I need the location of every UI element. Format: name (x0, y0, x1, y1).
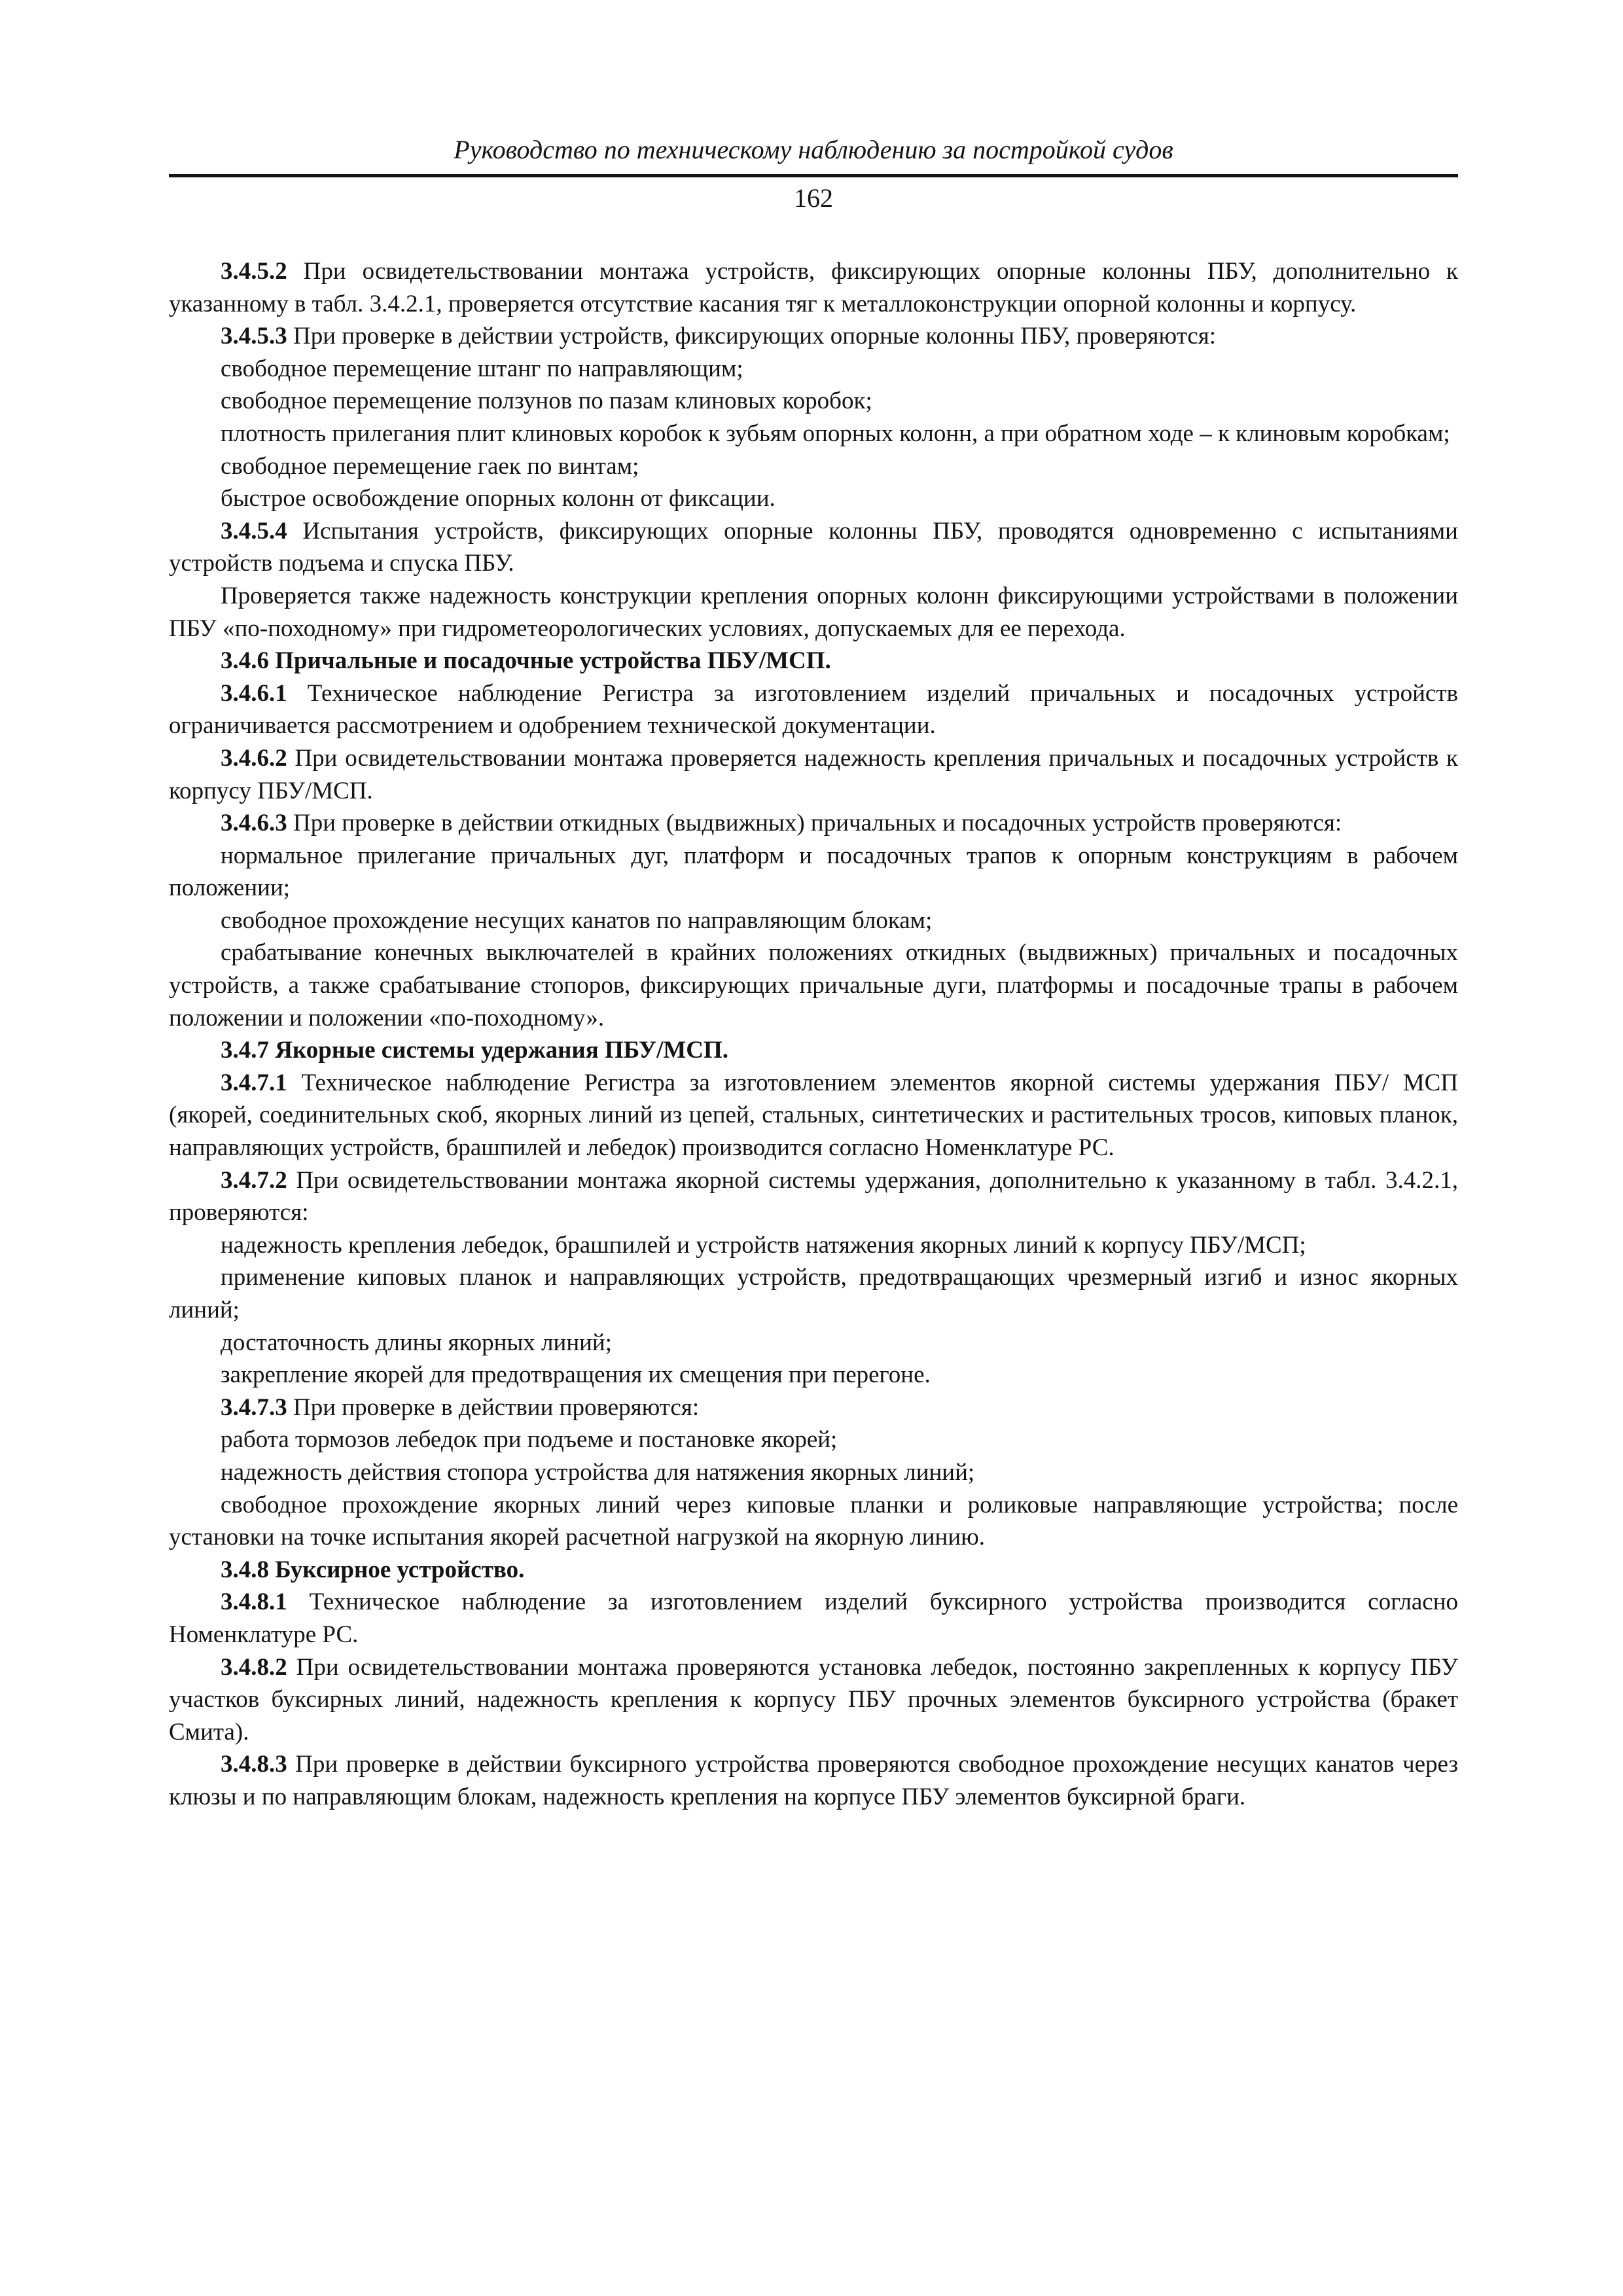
paragraph-text: При освидетельствовании монтажа проверяется надежность крепления причальных и посадочных устройств к корпусу ПБУ/МСП. (169, 744, 1458, 804)
paragraph-text: При освидетельствовании монтажа устройств, фиксирующих опорные колонны ПБУ, дополнительно к указанному в табл. 3.4.2.1, проверяется отсутствие касания тяг к металлоконструкции опорной колонны и корпусу. (169, 258, 1458, 317)
paragraph-text: свободное перемещение гаек по винтам; (221, 452, 639, 480)
clause-number: 3.4.6.1 (221, 679, 287, 707)
clause-number: 3.4.8.2 (221, 1653, 287, 1681)
paragraph-text: достаточность длины якорных линий; (221, 1329, 612, 1356)
paragraph (169, 1586, 1458, 1651)
paragraph-text: Испытания устройств, фиксирующих опорные колонны ПБУ, проводятся одновременно с испытаниями устройств подъема и спуска ПБУ. (169, 517, 1458, 577)
heading-text: 3.4.7 Якорные системы удержания ПБУ/МСП. (221, 1037, 729, 1064)
paragraph (169, 1748, 1458, 1813)
paragraph-text: быстрое освобождение опорных колонн от фиксации. (221, 485, 776, 512)
heading-text: 3.4.8 Буксирное устройство. (221, 1556, 525, 1583)
clause-number: 3.4.6.2 (221, 744, 287, 772)
paragraph (169, 1261, 1458, 1326)
paragraph (169, 320, 1458, 353)
paragraph-text: Техническое наблюдение Регистра за изготовлением изделий причальных и посадочных устройств ограничивается рассмотрением и одобрением технической документации. (169, 679, 1458, 740)
paragraph (169, 450, 1458, 483)
paragraph (169, 1164, 1458, 1229)
body-text (169, 255, 1458, 1814)
clause-number: 3.4.7.1 (221, 1069, 287, 1096)
running-header: Руководство по техническому наблюдению за постройкой судов (454, 135, 1173, 164)
paragraph (169, 1391, 1458, 1424)
paragraph (169, 677, 1458, 742)
header-rule (169, 174, 1458, 177)
paragraph-text: закрепление якорей для предотвращения их смещения при перегоне. (221, 1361, 931, 1389)
paragraph-text: При проверке в действии проверяются: (287, 1393, 700, 1421)
paragraph (169, 937, 1458, 1034)
paragraph (169, 840, 1458, 905)
paragraph-text: свободное перемещение штанг по направляющим; (221, 355, 743, 382)
paragraph-text: При освидетельствовании монтажа проверяются установка лебедок, постоянно закрепленных к корпусу ПБУ участков буксирных линий, надежность крепления к корпусу ПБУ прочных элементов буксирного устройства (бракет Смита). (169, 1653, 1458, 1746)
paragraph-text: Техническое наблюдение за изготовлением изделий буксирного устройства производится согласно Номенклатуре РС. (169, 1588, 1458, 1648)
page-number: 162 (794, 183, 833, 213)
paragraph-text: срабатывание конечных выключателей в крайних положениях откидных (выдвижных) причальных и посадочных устройств, а также срабатывание стопоров, фиксирующих причальные дуги, платформы и посадочные трапы в рабочем положении и положении «по-походному». (169, 939, 1458, 1031)
paragraph (169, 1456, 1458, 1489)
clause-number: 3.4.7.3 (221, 1393, 287, 1421)
paragraph (169, 418, 1458, 450)
section-heading (169, 1034, 1458, 1067)
paragraph-text: плотность прилегания плит клиновых коробок к зубьям опорных колонн, а при обратном ходе – к клиновым коробкам; (221, 420, 1450, 447)
paragraph-text: При проверке в действии устройств, фиксирующих опорные колонны ПБУ, проверяются: (287, 323, 1217, 350)
paragraph (169, 515, 1458, 580)
clause-number: 3.4.6.3 (221, 810, 287, 837)
paragraph (169, 580, 1458, 645)
paragraph (169, 385, 1458, 418)
paragraph-text: надежность действия стопора устройства для натяжения якорных линий; (221, 1458, 975, 1486)
clause-number: 3.4.5.4 (221, 517, 287, 545)
paragraph (169, 255, 1458, 320)
section-heading (169, 1554, 1458, 1587)
clause-number: 3.4.8.3 (221, 1751, 287, 1778)
paragraph-text: свободное прохождение несущих канатов по направляющим блокам; (221, 906, 933, 934)
paragraph (169, 1359, 1458, 1391)
paragraph (169, 1067, 1458, 1164)
paragraph-text: свободное перемещение ползунов по пазам клиновых коробок; (221, 387, 872, 415)
paragraph (169, 353, 1458, 386)
paragraph (169, 1651, 1458, 1749)
paragraph (169, 807, 1458, 840)
clause-number: 3.4.5.2 (221, 258, 287, 285)
paragraph (169, 1489, 1458, 1554)
clause-number: 3.4.5.3 (221, 323, 287, 350)
heading-text: 3.4.6 Причальные и посадочные устройства ПБУ/МСП. (221, 647, 831, 675)
paragraph-text: При освидетельствовании монтажа якорной системы удержания, дополнительно к указанному в табл. 3.4.2.1, проверяются: (169, 1166, 1458, 1227)
paragraph (169, 1229, 1458, 1262)
paragraph (169, 1424, 1458, 1456)
paragraph-text: Техническое наблюдение Регистра за изготовлением элементов якорной системы удержания ПБУ/ МСП (якорей, соединительных скоб, якорных линий из цепей, стальных, синтетических и растительных тросов, киповых планок, направляющих устройств, брашпилей и лебедок) производится согласно Номенклатуре РС. (169, 1069, 1458, 1162)
paragraph-text: Проверяется также надежность конструкции крепления опорных колонн фиксирующими устройствами в положении ПБУ «по-походному» при гидрометеорологических условиях, допускаемых для ее перехода. (169, 582, 1458, 642)
paragraph-text: При проверке в действии буксирного устройства проверяются свободное прохождение несущих канатов через клюзы и по направляющим блокам, надежность крепления на корпусе ПБУ элементов буксирной браги. (169, 1751, 1458, 1810)
clause-number: 3.4.7.2 (221, 1166, 287, 1194)
paragraph-text: работа тормозов лебедок при подъеме и постановке якорей; (221, 1426, 838, 1454)
paragraph (169, 1327, 1458, 1359)
paragraph (169, 482, 1458, 515)
paragraph-text: При проверке в действии откидных (выдвижных) причальных и посадочных устройств проверяются: (287, 810, 1342, 837)
paragraph-text: надежность крепления лебедок, брашпилей и устройств натяжения якорных линий к корпусу ПБУ/МСП; (221, 1231, 1306, 1259)
paragraph-text: нормальное прилегание причальных дуг, платформ и посадочных трапов к опорным конструкциям в рабочем положении; (169, 842, 1458, 902)
paragraph (169, 742, 1458, 807)
paragraph-text: применение киповых планок и направляющих устройств, предотвращающих чрезмерный изгиб и износ якорных линий; (169, 1264, 1458, 1323)
section-heading (169, 645, 1458, 677)
clause-number: 3.4.8.1 (221, 1588, 287, 1616)
paragraph-text: свободное прохождение якорных линий через киповые планки и роликовые направляющие устройства; после установки на точке испытания якорей расчетной нагрузкой на якорную линию. (169, 1491, 1458, 1551)
paragraph (169, 905, 1458, 937)
